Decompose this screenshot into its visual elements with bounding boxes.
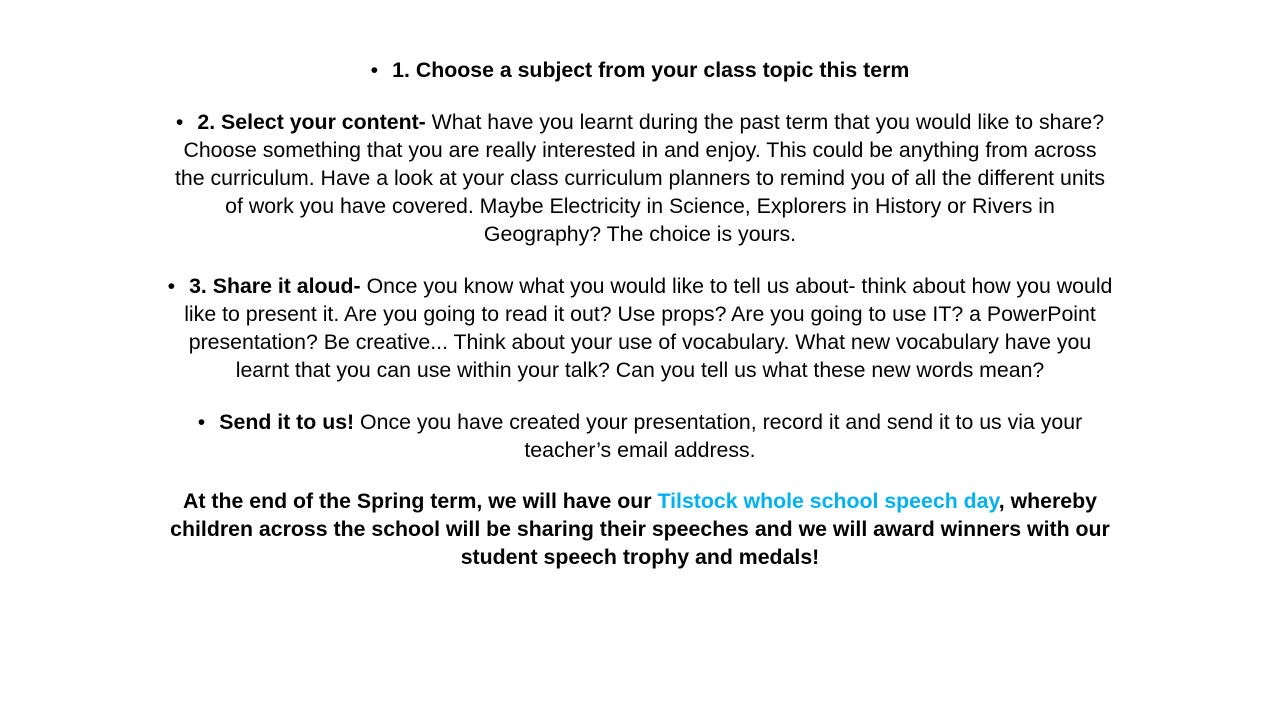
bullet-heading: 3. Share it aloud- <box>189 274 361 298</box>
bullet-text: Once you know what you would like to tell us about- think about how you would <box>360 274 1113 298</box>
bullet-icon: • <box>175 110 184 134</box>
bullet-heading: 1. Choose a subject from your class topic this term <box>392 58 910 82</box>
bullet-item-share-aloud <box>0 272 1280 384</box>
closing-text: , whereby <box>998 489 1097 513</box>
closing-text: student speech trophy and medals! <box>460 545 820 569</box>
closing-text: children across the school will be sharing their speeches and we will award winners with our <box>170 517 1110 541</box>
bullet-icon: • <box>370 58 379 82</box>
bullet-text: of work you have covered. Maybe Electricity in Science, Explorers in History or Rivers in <box>225 194 1055 218</box>
bullet-text: Geography? The choice is yours. <box>483 222 797 246</box>
bullet-text: presentation? Be creative... Think about your use of vocabulary. What new vocabulary have you <box>188 330 1092 354</box>
bullet-heading: Send it to us! <box>219 410 355 434</box>
bullet-text: learnt that you can use within your talk? Can you tell us what these new words mean? <box>235 358 1045 382</box>
bullet-text: Once you have created your presentation, record it and send it to us via your <box>354 410 1083 434</box>
bullet-text: Choose something that you are really interested in and enjoy. This could be anything from across <box>183 138 1097 162</box>
bullet-heading: 2. Select your content- <box>197 110 426 134</box>
bullet-text: What have you learnt during the past term that you would like to share? <box>425 110 1105 134</box>
bullet-item-choose-subject <box>0 56 1280 84</box>
bullet-text: like to present it. Are you going to read it out? Use props? Are you going to use IT? a PowerPoint <box>184 302 1096 326</box>
bullet-item-send-it <box>0 408 1280 464</box>
closing-statement <box>0 487 1280 571</box>
bullet-icon: • <box>167 274 176 298</box>
bullet-text: the curriculum. Have a look at your class curriculum planners to remind you of all the different units <box>174 166 1105 190</box>
bullet-text: teacher’s email address. <box>524 438 756 462</box>
bullet-item-select-content <box>0 108 1280 248</box>
closing-text: At the end of the Spring term, we will have our <box>182 489 658 513</box>
speech-day-highlight: Tilstock whole school speech day <box>657 489 999 513</box>
bullet-icon: • <box>197 410 206 434</box>
